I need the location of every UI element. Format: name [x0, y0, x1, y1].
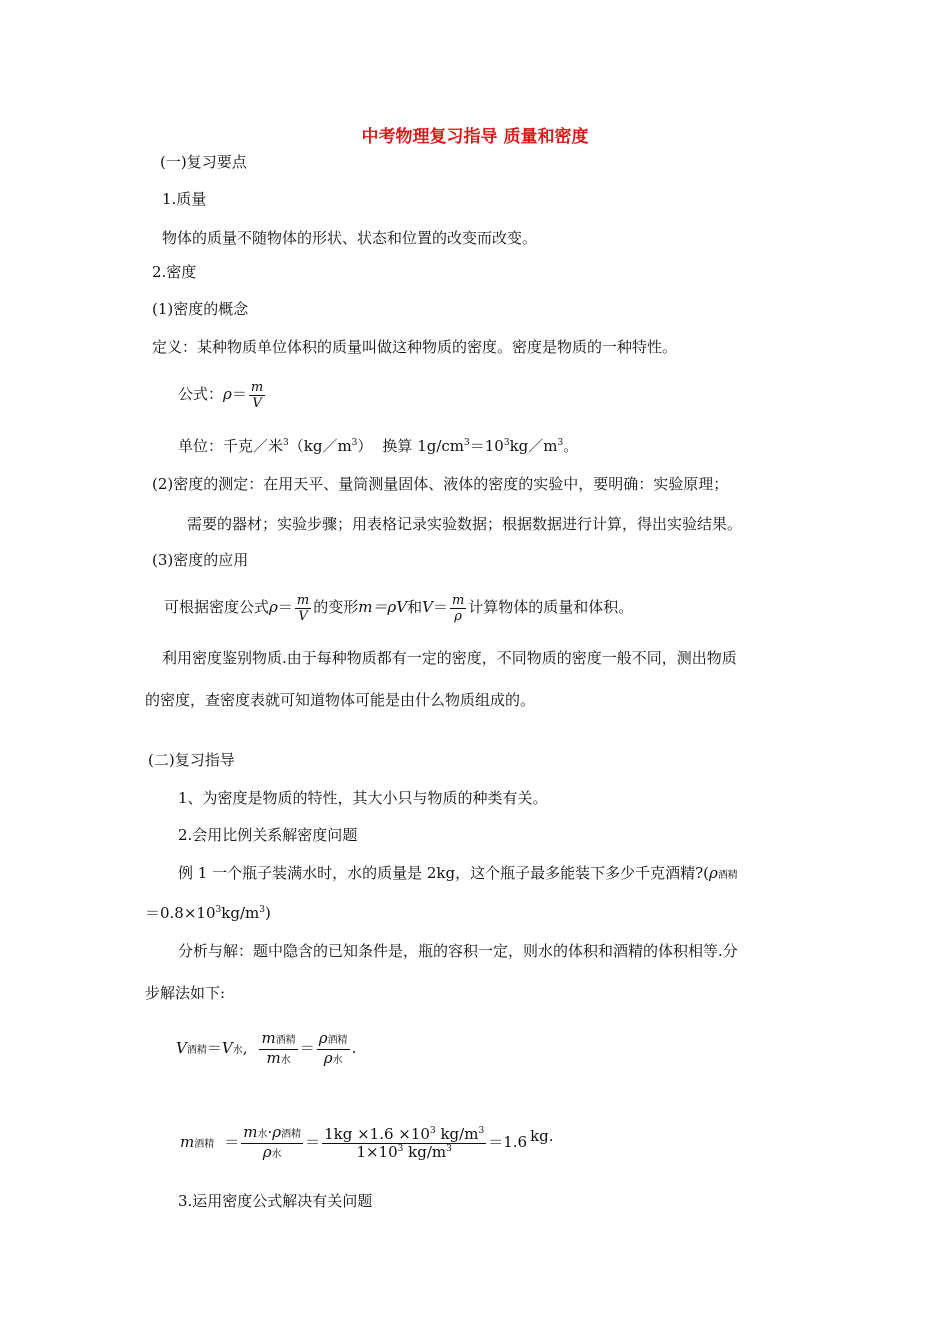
- unit-superscript: 3: [557, 438, 564, 448]
- superscript: 3: [259, 905, 265, 915]
- analysis-line-a: 分析与解：题中隐含的已知条件是，瓶的容积一定，则水的体积和酒精的体积相等.分: [178, 942, 738, 960]
- equals-sign: ＝: [206, 1039, 222, 1057]
- density-concept-heading: (1)密度的概念: [152, 300, 249, 318]
- numeric-fraction: [322, 1126, 486, 1161]
- mass-formula-fraction: [241, 1124, 303, 1163]
- rho-symbol: ρ: [272, 1122, 282, 1141]
- equals-sign: ＝: [277, 598, 293, 616]
- fraction-numerator: m: [296, 592, 310, 608]
- rho-symbol: ρ: [323, 1048, 333, 1067]
- subscript-alcohol: 酒精: [275, 1034, 296, 1046]
- superscript: 3: [429, 1125, 436, 1136]
- application-text: 的变形: [313, 598, 359, 616]
- numerator-value: 1kg ×1.6 ×10: [324, 1124, 430, 1143]
- fraction-numerator: m: [451, 592, 465, 608]
- rho-symbol: ρ: [269, 598, 278, 616]
- fraction-denominator: V: [252, 395, 262, 411]
- example-text: 例 1 一个瓶子装满水时，水的质量是 2kg，这个瓶子最多能装下多少千克酒精?(: [178, 864, 709, 882]
- section-heading-review-points: (一)复习要点: [160, 153, 247, 171]
- density-measure-b: 需要的器材；实验步骤；用表格记录实验数据；根据数据进行计算，得出实验结果。: [187, 515, 743, 533]
- fraction-numerator: m: [250, 379, 264, 395]
- equals-sign: ＝: [299, 1039, 315, 1057]
- mass-text: 物体的质量不随物体的形状、状态和位置的改变而改变。: [162, 229, 538, 247]
- density-measure-a: (2)密度的测定：在用天平、量筒测量固体、液体的密度的实验中，要明确：实验原理；: [152, 475, 729, 493]
- unit-conversion: 。: [563, 437, 579, 455]
- equals-sign: ＝: [224, 1133, 240, 1151]
- equals-sign: ＝: [488, 1133, 504, 1151]
- calc-result: 1.6: [503, 1133, 528, 1151]
- density-definition: 定义：某种物质单位体积的质量叫做这种物质的密度。密度是物质的一种特性。: [152, 338, 678, 356]
- guide-point-2: 2.会用比例关系解密度问题: [178, 826, 358, 844]
- equals-sign: ＝: [432, 598, 448, 616]
- subscript-water: 水: [257, 1128, 268, 1140]
- fraction-denominator: ρ: [454, 608, 462, 624]
- mass-heading: 1.质量: [162, 190, 207, 208]
- application-text: 和: [407, 598, 423, 616]
- example-1-line-b: [145, 903, 271, 923]
- mass-formula: m＝ρV: [358, 598, 408, 616]
- period: .: [351, 1039, 357, 1057]
- example-text: ): [264, 904, 271, 922]
- subscript-alcohol: 酒精: [281, 1128, 302, 1140]
- unit-superscript: 3: [464, 438, 470, 448]
- equals-sign: ＝: [231, 385, 247, 403]
- example-text: kg/m: [221, 904, 260, 922]
- subscript-water: 水: [332, 1054, 343, 1066]
- volume-symbol: V: [176, 1039, 187, 1057]
- comma: ,: [242, 1039, 248, 1057]
- section-heading-review-guide: (二)复习指导: [148, 751, 235, 769]
- density-formula: [178, 376, 267, 412]
- subscript-water: 水: [232, 1045, 243, 1056]
- superscript: 3: [215, 905, 222, 915]
- density-heading: 2.密度: [152, 263, 197, 281]
- mass-symbol: m: [243, 1122, 258, 1141]
- application-text: 计算物体的质量和体积。: [468, 598, 634, 616]
- numerator-unit: kg/m: [435, 1124, 479, 1143]
- unit-text: ）: [357, 437, 373, 455]
- unit-text: 单位：千克／米: [178, 437, 284, 455]
- superscript: 3: [397, 1143, 404, 1154]
- analysis-line-b: 步解法如下:: [145, 984, 226, 1002]
- unit-conversion: kg／m: [509, 437, 558, 455]
- unit-conversion: 换算 1g/cm: [382, 437, 465, 455]
- superscript: 3: [446, 1143, 452, 1154]
- unit-conversion: ＝10: [469, 437, 504, 455]
- density-unit-line: [178, 436, 578, 456]
- density-application-line: [164, 588, 633, 626]
- volume-symbol: V: [221, 1039, 233, 1057]
- application-text: 可根据密度公式: [164, 598, 270, 616]
- denominator-unit: kg/m: [403, 1142, 447, 1161]
- guide-point-1: 1、为密度是物质的特性，其大小只与物质的种类有关。: [178, 789, 548, 807]
- subscript-alcohol: 酒精: [327, 1034, 348, 1046]
- equals-sign: ＝: [305, 1133, 321, 1151]
- rho-symbol: ρ: [318, 1028, 328, 1047]
- superscript: 3: [478, 1125, 485, 1136]
- multiply-dot: ·: [267, 1122, 273, 1141]
- formula-fraction: [249, 380, 265, 411]
- denominator-value: 1×10: [356, 1142, 398, 1161]
- unit-superscript: 3: [283, 438, 289, 448]
- subscript-water: 水: [280, 1054, 291, 1066]
- volume-symbol: V: [422, 598, 433, 616]
- calc-unit: kg.: [530, 1127, 554, 1145]
- mass-symbol: m: [266, 1048, 281, 1067]
- guide-point-3: 3.运用密度公式解决有关问题: [178, 1192, 373, 1210]
- rho-symbol: ρ: [223, 385, 232, 403]
- equation-alcohol-mass: [180, 1112, 554, 1169]
- formula-fraction: [295, 593, 311, 624]
- mass-ratio-fraction: [259, 1030, 297, 1069]
- identify-text-a: 利用密度鉴别物质.由于每种物质都有一定的密度，不同物质的密度一般不同，测出物质: [162, 649, 737, 667]
- unit-text: （kg／m: [288, 437, 352, 455]
- rho-symbol: ρ: [262, 1142, 272, 1161]
- unit-superscript: 3: [351, 438, 358, 448]
- subscript-water: 水: [271, 1148, 282, 1160]
- fraction-denominator: V: [298, 608, 308, 624]
- subscript-alcohol: 酒精: [186, 1045, 207, 1056]
- rho-symbol: ρ: [708, 864, 718, 882]
- document-title: 中考物理复习指导 质量和密度: [361, 127, 589, 147]
- rho-subscript: 酒精: [717, 870, 738, 881]
- mass-symbol: m: [180, 1133, 195, 1151]
- density-application-heading: (3)密度的应用: [152, 551, 249, 569]
- volume-fraction: [450, 593, 466, 624]
- subscript-alcohol: 酒精: [194, 1139, 215, 1150]
- mass-symbol: m: [261, 1028, 276, 1047]
- density-ratio-fraction: [317, 1030, 350, 1069]
- equation-volume-equal: [176, 1026, 356, 1073]
- unit-superscript: 3: [503, 438, 510, 448]
- formula-label: 公式：: [178, 385, 224, 403]
- example-text: ＝0.8×10: [145, 904, 216, 922]
- identify-text-b: 的密度，查密度表就可知道物体可能是由什么物质组成的。: [145, 691, 536, 709]
- example-1-line-a: [178, 863, 738, 886]
